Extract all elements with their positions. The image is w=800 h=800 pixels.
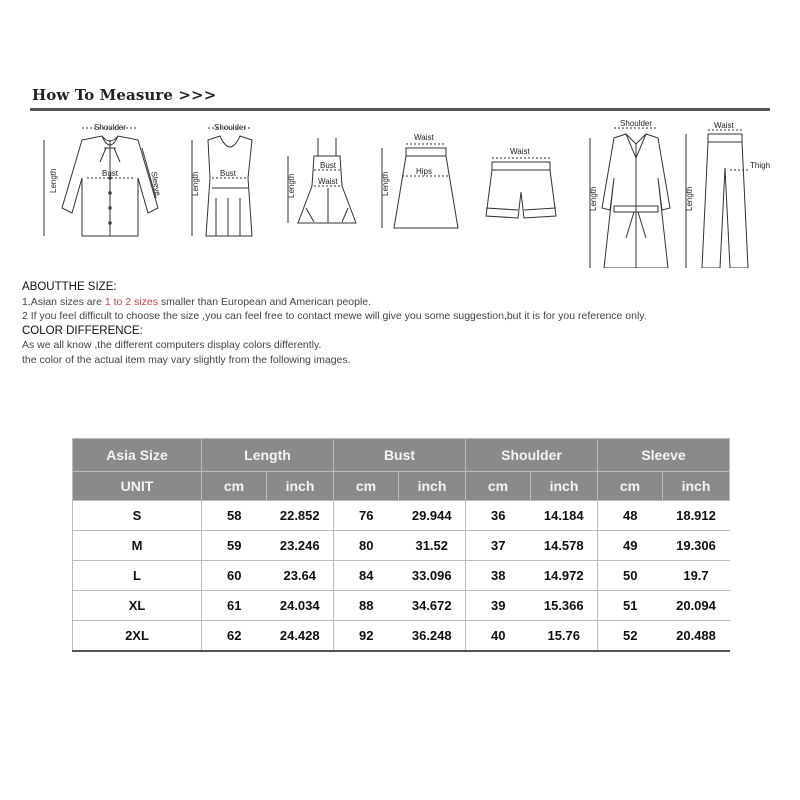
label-blouse-shoulder: Shoulder xyxy=(94,123,127,132)
header-asia-size: Asia Size xyxy=(73,439,202,472)
coat-diagram xyxy=(590,128,670,268)
table-cell: 34.672 xyxy=(399,591,466,621)
table-row xyxy=(73,591,730,621)
table-cell: 59 xyxy=(202,531,267,561)
table-cell: 14.184 xyxy=(531,501,598,531)
label-skirt-hips: Hips xyxy=(416,167,433,176)
table-cell: 60 xyxy=(202,561,267,591)
table-cell: 36.248 xyxy=(399,621,466,652)
label-blouse-bust: Bust xyxy=(102,169,119,178)
label-coat-shoulder: Shoulder xyxy=(620,119,653,128)
size-chart-table xyxy=(72,438,730,652)
note-line-1-prefix: 1.Asian sizes are xyxy=(22,295,105,308)
table-cell: 39 xyxy=(466,591,531,621)
label-pants-length: Length xyxy=(685,186,694,211)
label-dress-waist: Waist xyxy=(318,177,338,186)
label-vest-shoulder: Shoulder xyxy=(214,123,247,132)
unit-sleeve-inch: inch xyxy=(663,472,730,501)
note-line-1-accent: 1 to 2 sizes xyxy=(104,295,158,308)
table-cell: 37 xyxy=(466,531,531,561)
size-cell: M xyxy=(73,531,202,561)
note-line-2: 2 If you feel difficult to choose the size ,you can feel free to contact mewe will give you some suggestion,but it is for you reference only. xyxy=(22,310,647,322)
unit-shoulder-inch: inch xyxy=(531,472,598,501)
label-coat-length: Length xyxy=(589,186,598,211)
label-vest-bust: Bust xyxy=(220,169,237,178)
unit-label: UNIT xyxy=(73,472,202,501)
unit-length-inch: inch xyxy=(267,472,334,501)
table-cell: 49 xyxy=(598,531,663,561)
skirt-diagram xyxy=(382,144,458,228)
table-cell: 19.306 xyxy=(663,531,730,561)
table-cell: 36 xyxy=(466,501,531,531)
unit-shoulder-cm: cm xyxy=(466,472,531,501)
header-divider xyxy=(30,108,770,111)
table-cell: 20.094 xyxy=(663,591,730,621)
label-blouse-length: Length xyxy=(49,168,58,193)
about-size-heading: ABOUTTHE SIZE: xyxy=(22,281,117,293)
table-cell: 23.246 xyxy=(267,531,334,561)
table-row xyxy=(73,561,730,591)
label-dress-bust: Bust xyxy=(320,161,337,170)
table-cell: 48 xyxy=(598,501,663,531)
measurement-diagrams xyxy=(30,118,775,268)
header-shoulder: Shoulder xyxy=(466,439,598,472)
unit-bust-cm: cm xyxy=(334,472,399,501)
shorts-diagram xyxy=(486,158,556,218)
table-cell: 22.852 xyxy=(267,501,334,531)
table-cell: 23.64 xyxy=(267,561,334,591)
note-line-1-suffix: smaller than European and American people. xyxy=(158,295,372,308)
header-sleeve: Sleeve xyxy=(598,439,730,472)
table-cell: 29.944 xyxy=(399,501,466,531)
unit-bust-inch: inch xyxy=(399,472,466,501)
size-cell: 2XL xyxy=(73,621,202,652)
how-to-measure-header xyxy=(30,82,770,112)
header-bust: Bust xyxy=(334,439,466,472)
table-header-row xyxy=(73,439,730,472)
table-cell: 80 xyxy=(334,531,399,561)
label-skirt-length: Length xyxy=(381,171,390,196)
table-row xyxy=(73,501,730,531)
header-title: How To Measure >>> xyxy=(32,86,217,104)
size-cell: L xyxy=(73,561,202,591)
table-cell: 15.366 xyxy=(531,591,598,621)
label-skirt-waist: Waist xyxy=(414,133,434,142)
label-dress-length: Length xyxy=(287,173,296,198)
table-cell: 50 xyxy=(598,561,663,591)
table-cell: 52 xyxy=(598,621,663,652)
table-cell: 92 xyxy=(334,621,399,652)
note-line-1 xyxy=(22,295,782,310)
table-cell: 31.52 xyxy=(399,531,466,561)
table-cell: 38 xyxy=(466,561,531,591)
table-unit-row xyxy=(73,472,730,501)
table-cell: 24.034 xyxy=(267,591,334,621)
table-cell: 14.972 xyxy=(531,561,598,591)
table-cell: 88 xyxy=(334,591,399,621)
label-pants-thigh: Thigh xyxy=(750,161,771,170)
measurement-figures xyxy=(30,118,775,268)
pants-diagram xyxy=(686,130,748,268)
label-blouse-sleeve: Sleeve xyxy=(149,170,163,197)
table-cell: 62 xyxy=(202,621,267,652)
table-cell: 18.912 xyxy=(663,501,730,531)
table-row xyxy=(73,621,730,652)
table-row xyxy=(73,531,730,561)
table-cell: 76 xyxy=(334,501,399,531)
size-notes xyxy=(22,280,782,367)
note-line-3: As we all know ,the different computers display colors differently. xyxy=(22,339,322,351)
table-cell: 20.488 xyxy=(663,621,730,652)
table-cell: 14.578 xyxy=(531,531,598,561)
table-cell: 84 xyxy=(334,561,399,591)
unit-sleeve-cm: cm xyxy=(598,472,663,501)
table-cell: 24.428 xyxy=(267,621,334,652)
table-cell: 19.7 xyxy=(663,561,730,591)
header-length: Length xyxy=(202,439,334,472)
vest-diagram xyxy=(192,128,252,236)
label-shorts-waist: Waist xyxy=(510,147,530,156)
note-line-4: the color of the actual item may vary slightly from the following images. xyxy=(22,353,351,366)
blouse-diagram xyxy=(44,128,158,236)
label-pants-waist: Waist xyxy=(714,121,734,130)
table-cell: 33.096 xyxy=(399,561,466,591)
size-cell: XL xyxy=(73,591,202,621)
unit-length-cm: cm xyxy=(202,472,267,501)
label-vest-length: Length xyxy=(191,171,200,196)
size-cell: S xyxy=(73,501,202,531)
table-cell: 40 xyxy=(466,621,531,652)
color-difference-heading: COLOR DIFFERENCE: xyxy=(22,324,143,337)
table-cell: 61 xyxy=(202,591,267,621)
table-cell: 58 xyxy=(202,501,267,531)
table-cell: 51 xyxy=(598,591,663,621)
table-cell: 15.76 xyxy=(531,621,598,652)
